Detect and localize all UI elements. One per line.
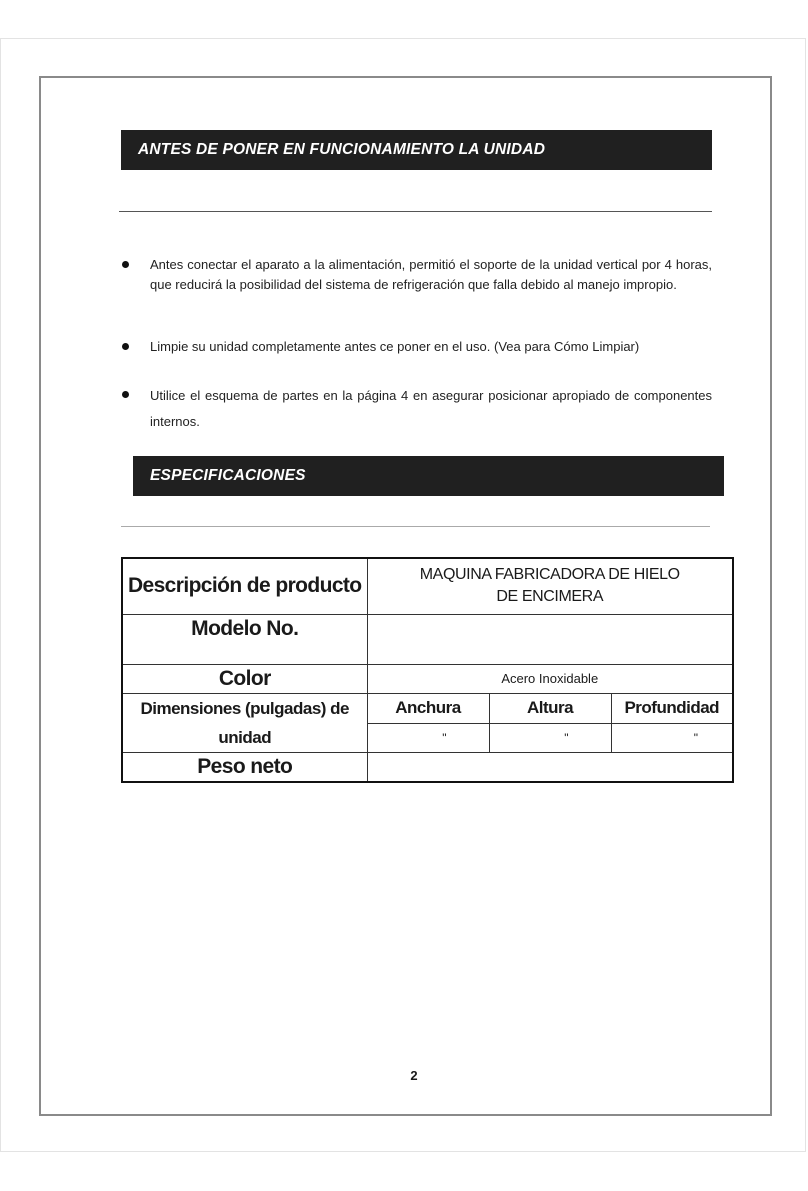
specifications-table [121,557,734,783]
height-header: Altura [489,693,611,724]
table-row [122,558,733,614]
width-value: " [367,724,489,752]
bullet-icon [122,261,129,268]
section-title-specifications: ESPECIFICACIONES [133,456,724,496]
divider [119,211,712,212]
list-item-text: Limpie su unidad completamente antes ce poner en el uso. (Vea para Cómo Limpiar) [150,339,640,354]
width-header: Anchura [367,693,489,724]
page-number: 2 [410,1068,418,1083]
table-row [122,752,733,782]
table-row [122,614,733,664]
color-value: Acero Inoxidable [367,664,733,693]
list-item-text: Antes conectar el aparato a la alimentación, permitió el soporte de la unidad vertical por 4 horas, que reducirá la posibilidad del sistema de refrigeración que falla debido al manejo impropio. [150,257,712,292]
description-label: Descripción de producto [122,558,367,614]
description-value: MAQUINA FABRICADORA DE HIELO DE ENCIMERA [367,558,733,614]
list-item [122,383,712,435]
model-label: Modelo No. [122,614,367,664]
bullet-icon [122,343,129,350]
table-row [122,664,733,693]
list-item-text: Utilice el esquema de partes en la página 4 en asegurar posicionar apropiado de componentes internos. [150,388,712,429]
depth-value: " [611,724,733,752]
color-label: Color [122,664,367,693]
weight-value [367,752,733,782]
dimensions-label: Dimensiones (pulgadas) de unidad [122,693,367,752]
model-value [367,614,733,664]
divider [121,526,710,527]
section-title-before-use: ANTES DE PONER EN FUNCIONAMIENTO LA UNIDAD [121,130,712,170]
list-item [122,255,712,295]
height-value: " [489,724,611,752]
bullet-icon [122,391,129,398]
table-row [122,693,733,724]
depth-header: Profundidad [611,693,733,724]
weight-label: Peso neto [122,752,367,782]
list-item [122,337,712,357]
